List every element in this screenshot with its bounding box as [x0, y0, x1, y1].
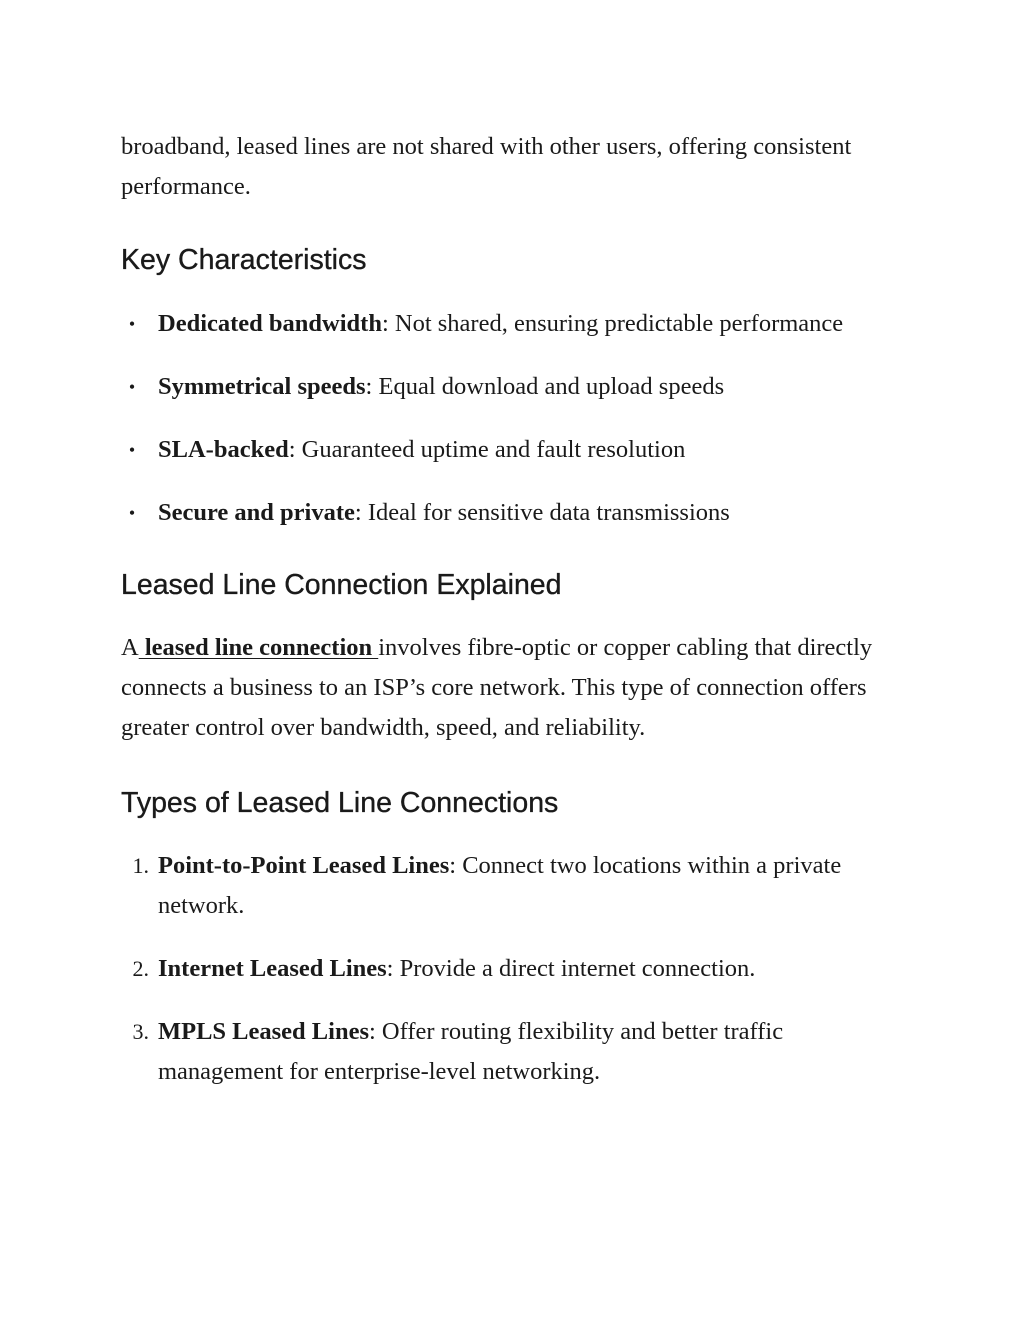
item-description: : Offer routing flexibility and better traffic management for enterprise-level networking.: [158, 1018, 784, 1085]
leased-line-connection-link[interactable]: leased line connection: [138, 634, 379, 661]
item-term: Internet Leased Lines: [158, 955, 387, 982]
document-page: [121, 127, 911, 1092]
list-item: [121, 367, 911, 407]
bullet-icon: •: [128, 440, 136, 460]
item-number: 1.: [132, 853, 149, 878]
item-description: : Guaranteed uptime and fault resolution: [288, 436, 686, 463]
heading-key-characteristics: Key Characteristics: [121, 244, 367, 276]
list-item: [121, 1012, 911, 1092]
item-description: : Ideal for sensitive data transmissions: [354, 499, 730, 526]
item-description: : Not shared, ensuring predictable performance: [381, 310, 844, 337]
item-description: : Equal download and upload speeds: [365, 373, 725, 400]
bullet-icon: •: [128, 314, 136, 334]
key-characteristics-list: [121, 304, 911, 533]
list-item: [121, 430, 911, 470]
item-number: 3.: [132, 1019, 149, 1044]
explained-body: involves fibre-optic or copper cabling that directly connects a business to an ISP’s core network. This type of connection offers greater control over bandwidth, speed, and reliability.: [121, 634, 873, 741]
list-item: [121, 846, 911, 926]
item-term: SLA-backed: [158, 436, 289, 463]
item-term: MPLS Leased Lines: [158, 1018, 369, 1045]
item-term: Symmetrical speeds: [158, 373, 366, 400]
item-term: Secure and private: [158, 499, 355, 526]
item-description: : Provide a direct internet connection.: [386, 955, 756, 982]
list-item: [121, 304, 911, 344]
explained-prefix: A: [121, 634, 139, 661]
item-number: 2.: [132, 956, 149, 981]
explained-paragraph: [121, 628, 911, 748]
heading-types-of-leased-lines: Types of Leased Line Connections: [121, 787, 559, 819]
item-term: Dedicated bandwidth: [158, 310, 382, 337]
intro-paragraph: broadband, leased lines are not shared with other users, offering consistent performance.: [121, 133, 852, 200]
item-description: : Connect two locations within a private network.: [158, 852, 842, 919]
types-list: [121, 846, 911, 1092]
heading-leased-line-explained: Leased Line Connection Explained: [121, 569, 562, 601]
bullet-icon: •: [128, 377, 136, 397]
list-item: [121, 493, 911, 533]
list-item: [121, 949, 911, 989]
bullet-icon: •: [128, 503, 136, 523]
item-term: Point-to-Point Leased Lines: [158, 852, 450, 879]
